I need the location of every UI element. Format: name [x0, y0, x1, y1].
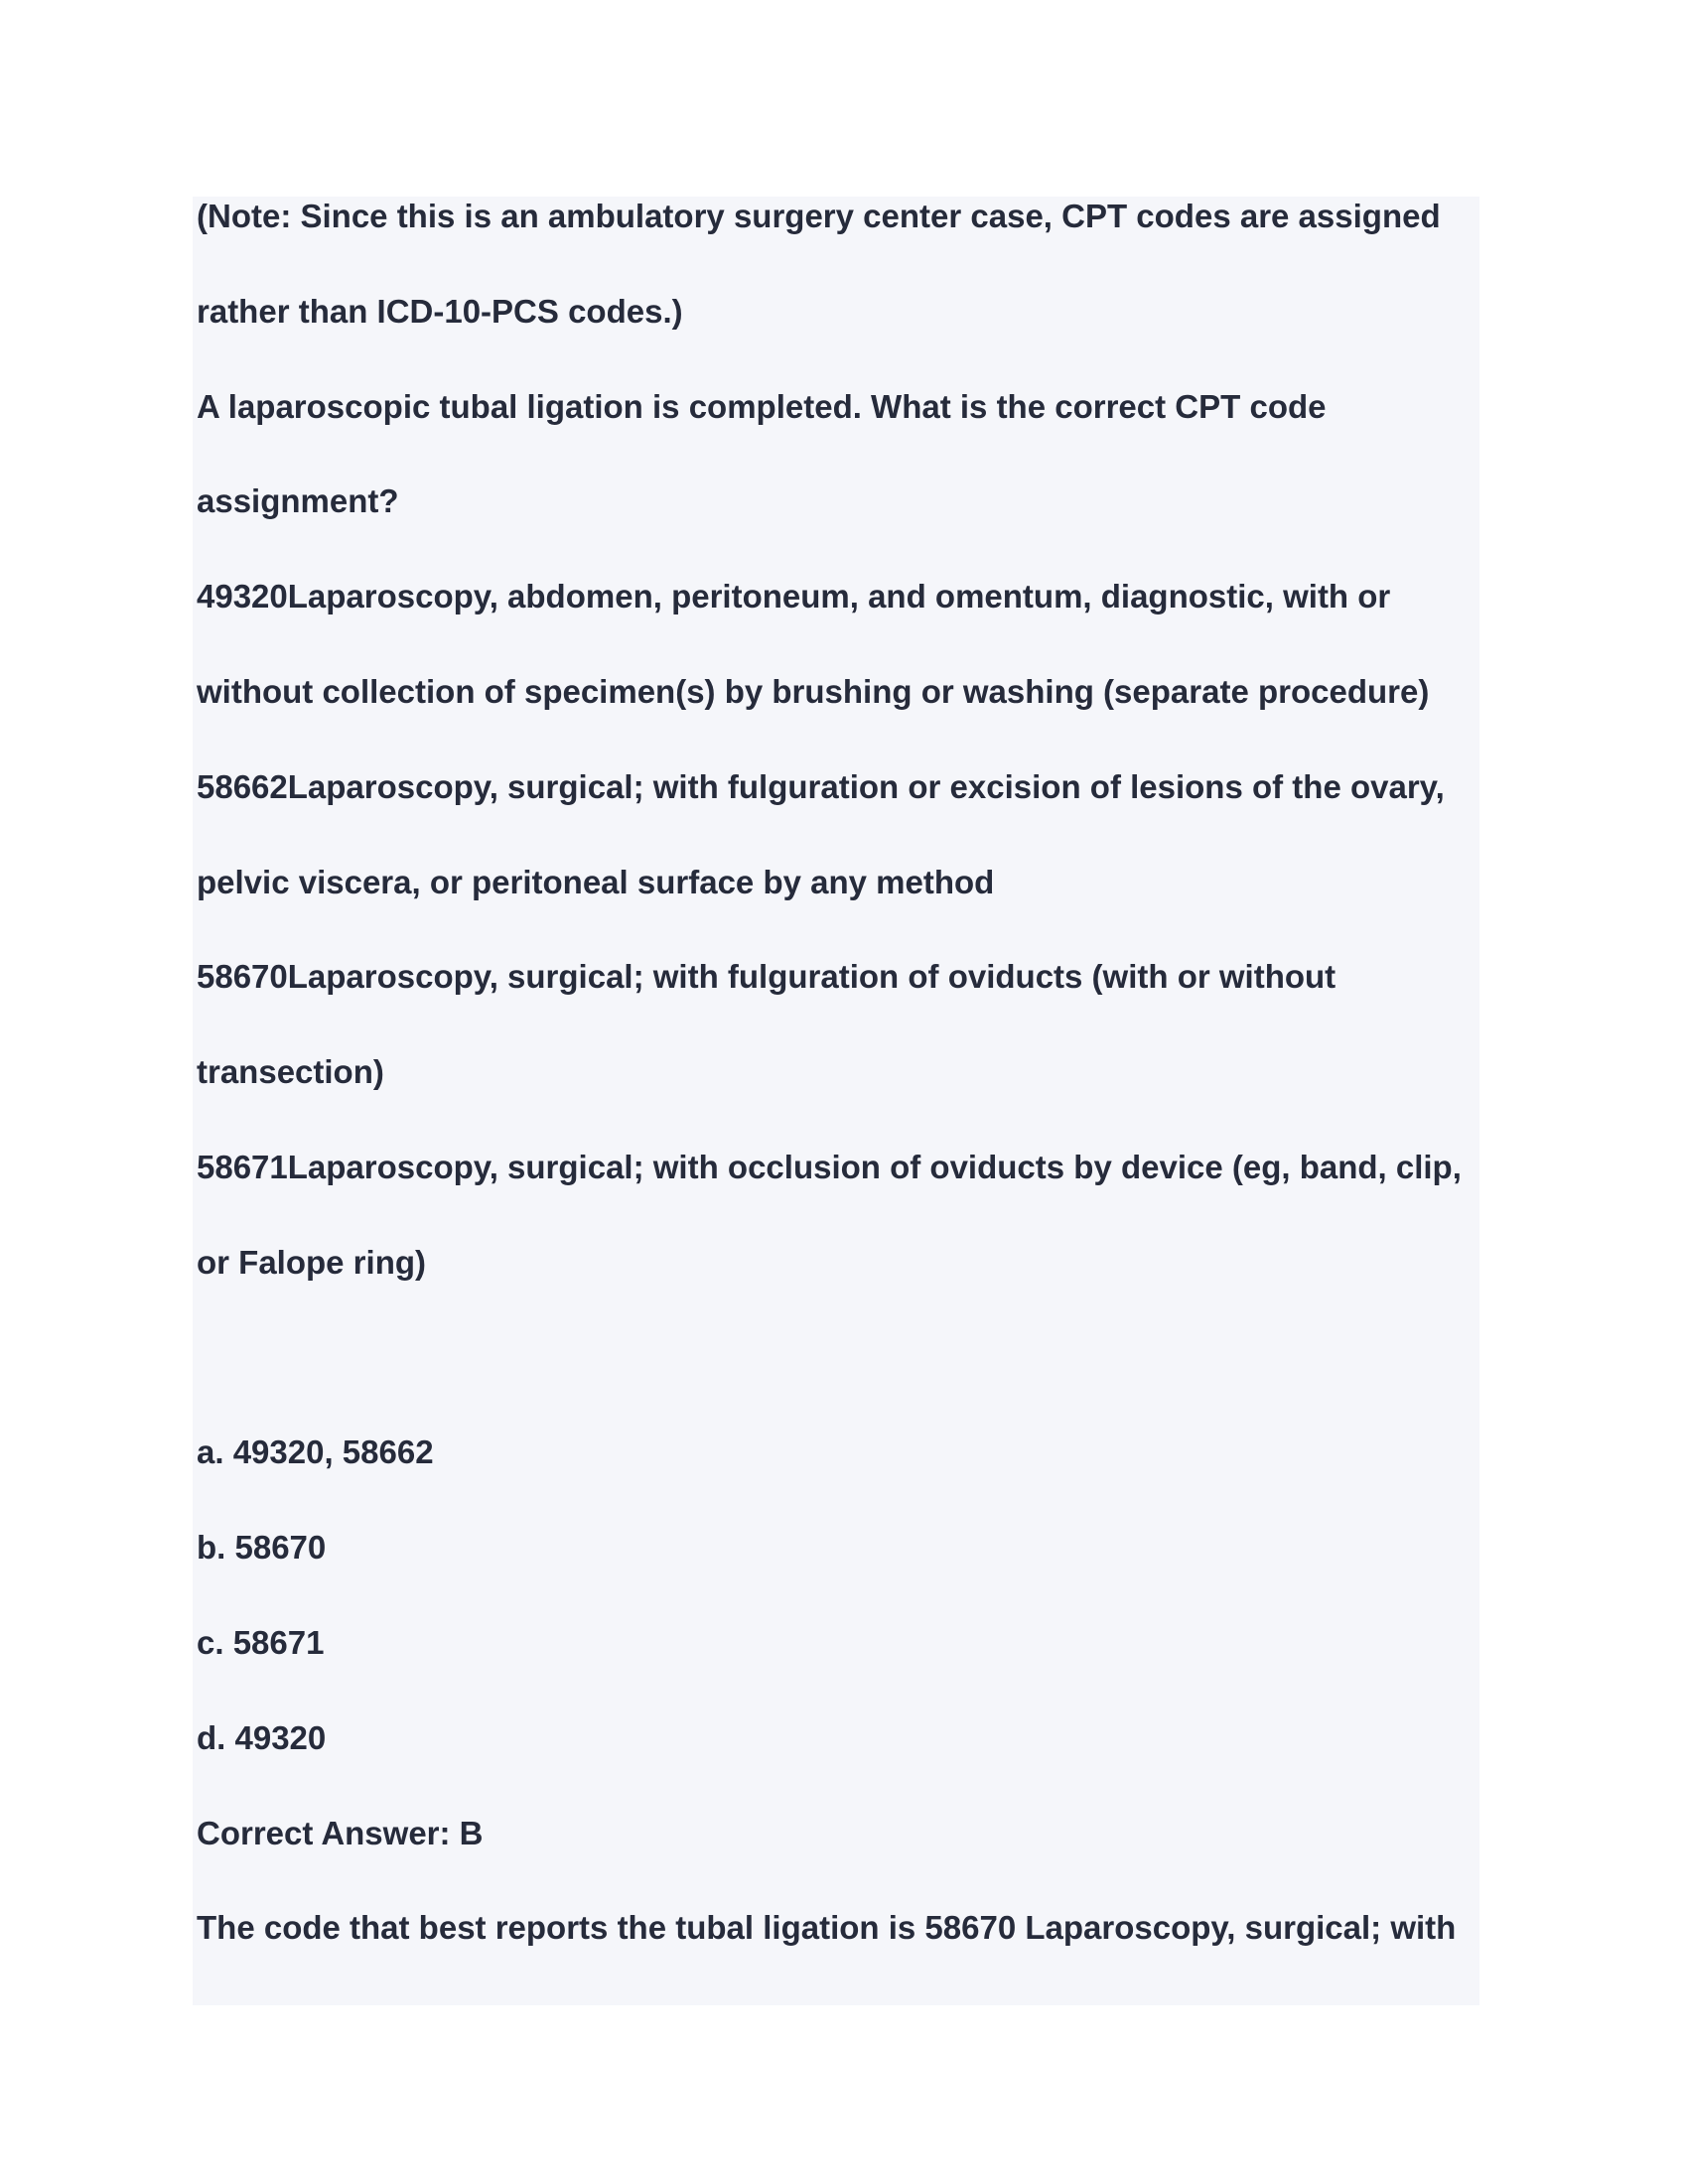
question-line-2: assignment? [197, 482, 399, 520]
explanation-line-1: The code that best reports the tubal ligation is 58670 Laparoscopy, surgical; with [197, 1909, 1457, 1947]
option-d: d. 49320 [197, 1718, 327, 1756]
code-49320-line-2: without collection of specimen(s) by brushing or washing (separate procedure) [197, 672, 1430, 710]
code-58670-line-1: 58670Laparoscopy, surgical; with fulguration of oviducts (with or without [197, 958, 1336, 996]
option-a: a. 49320, 58662 [197, 1433, 434, 1471]
code-58670-line-2: transection) [197, 1053, 384, 1091]
note-line-2: rather than ICD-10-PCS codes.) [197, 292, 683, 330]
code-49320-line-1: 49320Laparoscopy, abdomen, peritoneum, and omentum, diagnostic, with or [197, 578, 1391, 615]
option-b: b. 58670 [197, 1529, 327, 1567]
code-58662-line-2: pelvic viscera, or peritoneal surface by any method [197, 863, 995, 900]
note-line-1: (Note: Since this is an ambulatory surgery center case, CPT codes are assigned [197, 198, 1441, 234]
code-58662-line-1: 58662Laparoscopy, surgical; with fulguration or excision of lesions of the ovary, [197, 767, 1445, 805]
correct-answer: Correct Answer: B [197, 1814, 484, 1851]
option-c: c. 58671 [197, 1623, 325, 1661]
code-58671-line-2: or Falope ring) [197, 1243, 426, 1281]
code-58671-line-1: 58671Laparoscopy, surgical; with occlusion of oviducts by device (eg, band, clip, [197, 1148, 1462, 1185]
blank-spacer [197, 1310, 1487, 1406]
question-line-1: A laparoscopic tubal ligation is completed. What is the correct CPT code [197, 387, 1327, 425]
document-body [197, 169, 1487, 1976]
